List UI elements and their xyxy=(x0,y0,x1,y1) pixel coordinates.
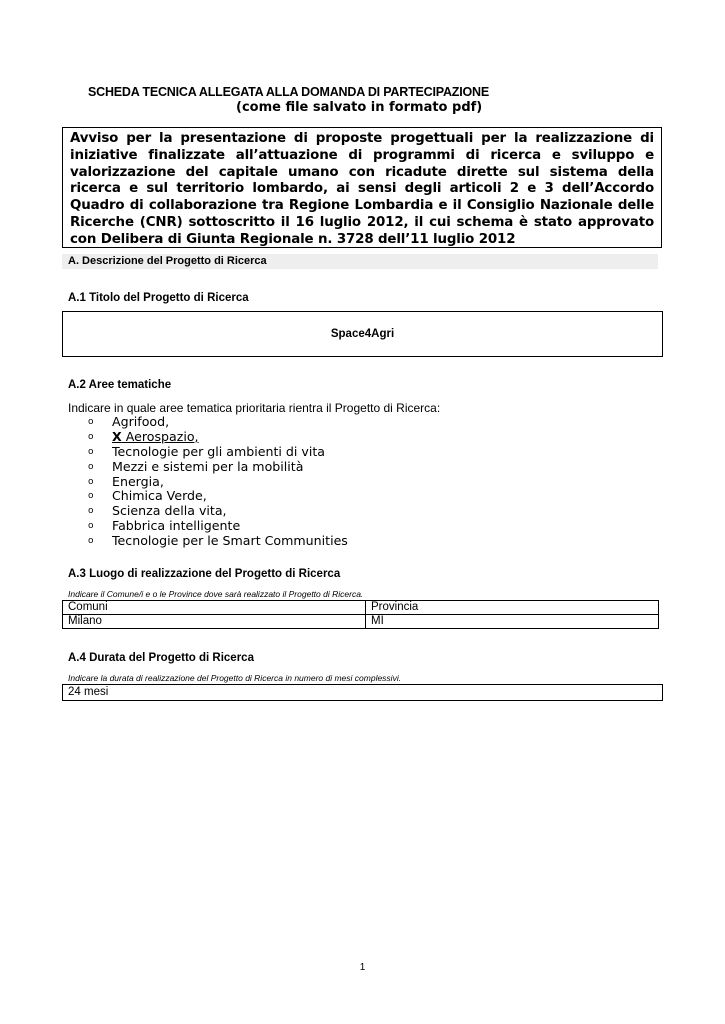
a4-heading: A.4 Durata del Progetto di Ricerca xyxy=(68,652,254,664)
bullet-circle-icon: o xyxy=(88,536,94,547)
table-row xyxy=(63,615,659,629)
project-title: Space4Agri xyxy=(330,328,395,340)
location-table xyxy=(62,600,659,629)
area-label-selected xyxy=(112,430,199,445)
document-subtitle: (come file salvato in formato pdf) xyxy=(236,100,483,115)
project-title-box xyxy=(62,311,663,357)
a3-heading: A.3 Luogo di realizzazione del Progetto di Ricerca xyxy=(68,568,341,580)
a2-heading: A.2 Aree tematiche xyxy=(68,379,172,391)
a4-note: Indicare la durata di realizzazione del Progetto di Ricerca in numero di mesi complessivi. xyxy=(68,673,402,683)
section-a-bar xyxy=(62,254,658,269)
area-label: Mezzi e sistemi per la mobilità xyxy=(112,458,304,474)
bullet-circle-icon: o xyxy=(88,446,94,457)
page-number: 1 xyxy=(359,962,366,973)
bullet-circle-icon: o xyxy=(88,476,94,487)
col-header-provincia: Provincia xyxy=(366,601,659,615)
a2-instruction: Indicare in quale aree tematica prioritaria rientra il Progetto di Ricerca: xyxy=(68,401,441,415)
document-title: SCHEDA TECNICA ALLEGATA ALLA DOMANDA DI PARTECIPAZIONE xyxy=(88,85,489,99)
area-label: Agrifood, xyxy=(112,414,170,429)
avviso-text: Avviso per la presentazione di proposte progettuali per la realizzazione di iniziative finalizzate all’attuazione di programmi di ricerca e sviluppo e valorizzazione del capitale umano con ricadute dirette sul sistema della ricerca e sul territorio lombardo, ai sensi degli articoli 2 e 3 dell’Accordo Quadro di collaborazione tra Regione Lombardia e il Consiglio Nazionale delle Ricerche (CNR) sottoscritto il 16 luglio 2012, il cui schema è stato approvato con Delibera di Giunta Regionale n. 3728 dell’11 luglio 2012 xyxy=(70,131,654,247)
bullet-circle-icon: o xyxy=(88,506,94,517)
avviso-box xyxy=(62,127,662,248)
bullet-circle-icon: o xyxy=(88,461,94,472)
duration-value: 24 mesi xyxy=(68,686,109,698)
bullet-circle-icon: o xyxy=(88,521,94,532)
bullet-circle-icon: o xyxy=(88,491,94,502)
a3-note: Indicare il Comune/i e o le Province dove sarà realizzato il Progetto di Ricerca. xyxy=(68,589,364,599)
bullet-circle-icon: o xyxy=(88,431,94,442)
area-label: Tecnologie per gli ambienti di vita xyxy=(112,443,326,459)
area-label: Chimica Verde, xyxy=(112,488,207,504)
area-label: Aerospazio, xyxy=(121,428,199,444)
area-label: Fabbrica intelligente xyxy=(112,518,241,534)
col-header-comuni: Comuni xyxy=(63,601,366,615)
area-label: Tecnologie per le Smart Communities xyxy=(112,533,348,549)
duration-box xyxy=(62,684,663,701)
area-label: Energia, xyxy=(112,473,164,489)
a1-heading: A.1 Titolo del Progetto di Ricerca xyxy=(68,292,249,304)
table-row xyxy=(63,601,659,615)
cell-provincia: MI xyxy=(366,615,659,629)
section-a-title: A. Descrizione del Progetto di Ricerca xyxy=(68,255,267,267)
cell-comune: Milano xyxy=(63,615,366,629)
bullet-circle-icon: o xyxy=(88,417,94,427)
area-label: Scienza della vita, xyxy=(112,503,227,519)
selection-mark: X xyxy=(112,428,122,444)
